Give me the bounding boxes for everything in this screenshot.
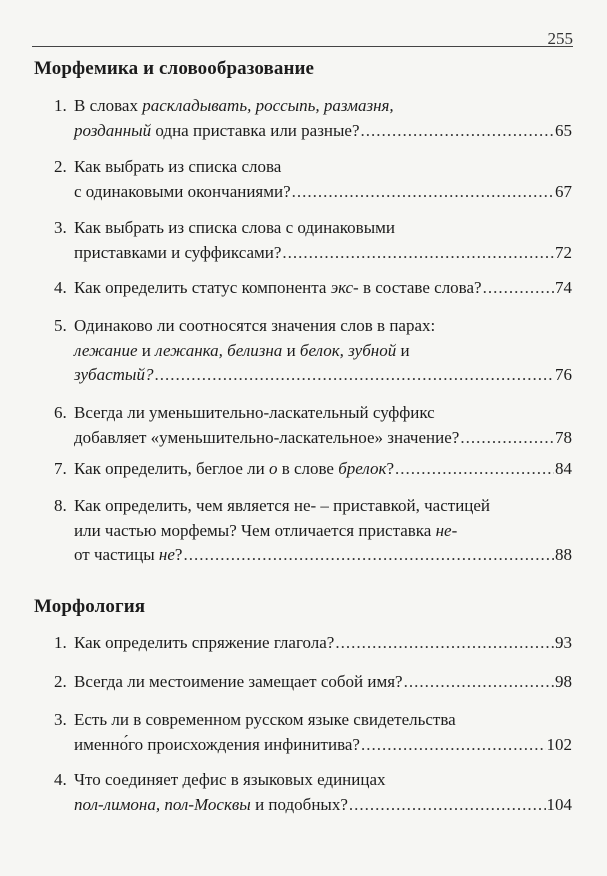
toc-entry-text xyxy=(54,316,435,335)
toc-entry-line xyxy=(54,216,572,241)
toc-entry[interactable] xyxy=(54,457,572,482)
toc-entry-line xyxy=(54,363,572,388)
toc-entry-segment: Как определить статус компонента xyxy=(74,278,331,297)
toc-page-number: 74 xyxy=(555,278,572,297)
toc-entry-line xyxy=(54,180,572,205)
toc-entry-line xyxy=(54,241,572,266)
toc-entry-segment: и xyxy=(282,340,300,360)
dot-leader xyxy=(395,457,554,482)
toc-entry-text xyxy=(54,96,394,115)
toc-entry-segment: Всегда ли уменьшительно-ласкательный суффикс xyxy=(74,403,435,422)
toc-entry-text xyxy=(74,119,360,144)
toc-entry-number: 4. xyxy=(54,278,67,297)
toc-page-number: 72 xyxy=(555,242,572,262)
toc-page-number: 78 xyxy=(555,427,572,447)
toc-entry-segment: Как определить спряжение глагола? xyxy=(74,633,335,652)
toc-entry[interactable] xyxy=(54,155,572,204)
toc-page-number: 84 xyxy=(555,459,572,478)
dot-leader xyxy=(335,631,554,656)
toc-entry-segment: ? xyxy=(174,545,183,564)
toc-entry-segment: Есть ли в современном русском языке свидетельства xyxy=(74,710,456,729)
toc-entry-text xyxy=(74,521,457,540)
toc-entry-text xyxy=(54,403,435,422)
toc-entry-line xyxy=(54,494,572,519)
toc-entry-line xyxy=(54,670,572,695)
toc-entry-text xyxy=(54,710,456,729)
toc-entry-number: 6. xyxy=(54,403,67,422)
dot-leader xyxy=(349,793,546,818)
toc-entry-line xyxy=(54,768,572,793)
toc-entry-italic-segment: зубастый? xyxy=(74,365,154,384)
toc-entry-number: 7. xyxy=(54,459,67,478)
toc-entry-text xyxy=(54,670,403,695)
dot-leader xyxy=(292,180,554,205)
toc-entry-segment: Всегда ли местоимение замещает собой имя? xyxy=(74,672,403,691)
toc-entry-segment: и подобных? xyxy=(250,794,348,814)
toc-entry-italic-segment: лежанка, белизна xyxy=(155,340,283,360)
toc-entry-text xyxy=(74,241,281,266)
toc-entry-italic-segment: не xyxy=(158,545,175,564)
toc-entry-italic-segment: раскладывать, россыпь, размазня, xyxy=(142,96,394,115)
toc-page-number: 76 xyxy=(555,365,572,384)
toc-entry-segment: Как определить, беглое ли xyxy=(74,459,269,478)
toc-entry-text xyxy=(74,793,348,818)
dot-leader xyxy=(361,733,546,758)
toc-entry[interactable] xyxy=(54,708,572,757)
toc-entry[interactable] xyxy=(54,216,572,265)
toc-entry-italic-segment: брелок xyxy=(338,459,387,478)
toc-entry[interactable] xyxy=(54,768,572,817)
toc-entry-segment: Как выбрать из списка слова с одинаковыми xyxy=(74,218,395,237)
toc-entry-line xyxy=(54,94,572,119)
toc-entry-segment: Как определить, чем является не- – приставкой, частицей xyxy=(74,496,491,515)
toc-entry-number: 1. xyxy=(54,633,67,652)
toc-entry[interactable] xyxy=(54,494,572,568)
toc-entry-line xyxy=(54,793,572,818)
toc-entry-text xyxy=(74,363,153,388)
toc-entry-text xyxy=(54,770,386,789)
toc-entry-segment: в слове xyxy=(277,459,339,478)
toc-entry-segment: и xyxy=(137,340,156,360)
toc-entry-text xyxy=(74,180,291,205)
toc-page-number: 67 xyxy=(555,181,572,201)
toc-entry-italic-segment: о xyxy=(268,459,278,478)
section-title: Морфемика и словообразование xyxy=(34,58,315,79)
toc-entry-line xyxy=(54,155,572,180)
toc-entry-italic-segment: розданный xyxy=(74,120,152,140)
toc-entry-line xyxy=(54,708,572,733)
toc-entry-line xyxy=(54,119,572,144)
toc-entry-line xyxy=(54,276,572,301)
toc-entry-text xyxy=(54,276,482,301)
toc-entry[interactable] xyxy=(54,94,572,143)
toc-page-number: 65 xyxy=(555,120,572,140)
toc-page-number: 102 xyxy=(546,734,572,754)
toc-entry-line xyxy=(54,401,572,426)
toc-entry-line xyxy=(54,631,572,656)
toc-entry-italic-segment: экс- xyxy=(330,278,359,297)
toc-page-number: 88 xyxy=(555,545,572,564)
toc-entry[interactable] xyxy=(54,314,572,388)
dot-leader xyxy=(361,119,554,144)
header-rule xyxy=(32,46,573,47)
toc-entry-italic-segment: не- xyxy=(435,520,458,540)
dot-leader xyxy=(483,276,554,301)
section-title: Морфология xyxy=(34,596,146,617)
toc-entry-segment: ? xyxy=(386,459,395,478)
dot-leader xyxy=(183,543,554,568)
toc-entry-number: 5. xyxy=(54,316,67,335)
toc-page-number: 104 xyxy=(546,794,572,814)
toc-entry-text xyxy=(54,457,394,482)
toc-entry-line xyxy=(54,733,572,758)
toc-entry-line xyxy=(54,339,572,364)
toc-page-number: 98 xyxy=(555,672,572,691)
toc-entry-segment: от частицы xyxy=(74,545,159,564)
toc-entry-number: 4. xyxy=(54,770,67,789)
toc-entry-segment: в составе слова? xyxy=(358,278,482,297)
dot-leader xyxy=(404,670,554,695)
toc-entry[interactable] xyxy=(54,670,572,695)
page-number: 255 xyxy=(547,29,573,48)
toc-entry-text xyxy=(54,218,395,237)
toc-entry-segment: добавляет «уменьшительно-ласкательное» значение? xyxy=(74,427,460,447)
toc-entry-line xyxy=(54,426,572,451)
toc-entry-italic-segment: лежание xyxy=(74,340,138,360)
toc-entry[interactable] xyxy=(54,401,572,450)
toc-entry-number: 3. xyxy=(54,218,67,237)
toc-entry-italic-segment: пол-лимона, пол-Москвы xyxy=(74,794,251,814)
toc-entry-segment: Одинаково ли соотносятся значения слов в парах: xyxy=(74,316,436,335)
toc-entry-text xyxy=(74,341,410,360)
toc-entry-segment: В словах xyxy=(74,96,143,115)
toc-entry-text xyxy=(74,733,360,758)
toc-entry-line xyxy=(54,543,572,568)
toc-entry[interactable] xyxy=(54,276,572,301)
toc-entry-segment: и xyxy=(396,340,410,360)
toc-entry-text xyxy=(74,543,182,568)
toc-entry-number: 8. xyxy=(54,496,67,515)
toc-page-number: 93 xyxy=(555,633,572,652)
toc-entry-number: 3. xyxy=(54,710,67,729)
toc-entry-number: 2. xyxy=(54,672,67,691)
toc-entry-segment: приставками и суффиксами? xyxy=(74,242,282,262)
toc-entry-line xyxy=(54,314,572,339)
toc-entry-segment: Как выбрать из списка слова xyxy=(74,157,282,176)
toc-entry-text xyxy=(54,157,281,176)
dot-leader xyxy=(282,241,554,266)
toc-entry-segment: Что соединяет дефис в языковых единицах xyxy=(74,770,386,789)
toc-entry-segment: именно́го происхождения инфинитива? xyxy=(74,734,360,754)
toc-entry-number: 1. xyxy=(54,96,67,115)
toc-entry-text xyxy=(54,496,490,515)
dot-leader xyxy=(460,426,554,451)
toc-entry-text xyxy=(74,426,459,451)
toc-entry-segment: одна приставка или разные? xyxy=(151,120,360,140)
toc-entry-text xyxy=(54,631,334,656)
toc-entry-number: 2. xyxy=(54,157,67,176)
toc-entry[interactable] xyxy=(54,631,572,656)
dot-leader xyxy=(154,363,554,388)
toc-entry-segment: с одинаковыми окончаниями? xyxy=(74,181,291,201)
toc-entry-line xyxy=(54,519,572,544)
toc-entry-italic-segment: белок, зубной xyxy=(299,340,397,360)
toc-entry-segment: или частью морфемы? Чем отличается приставка xyxy=(74,520,436,540)
toc-entry-line xyxy=(54,457,572,482)
